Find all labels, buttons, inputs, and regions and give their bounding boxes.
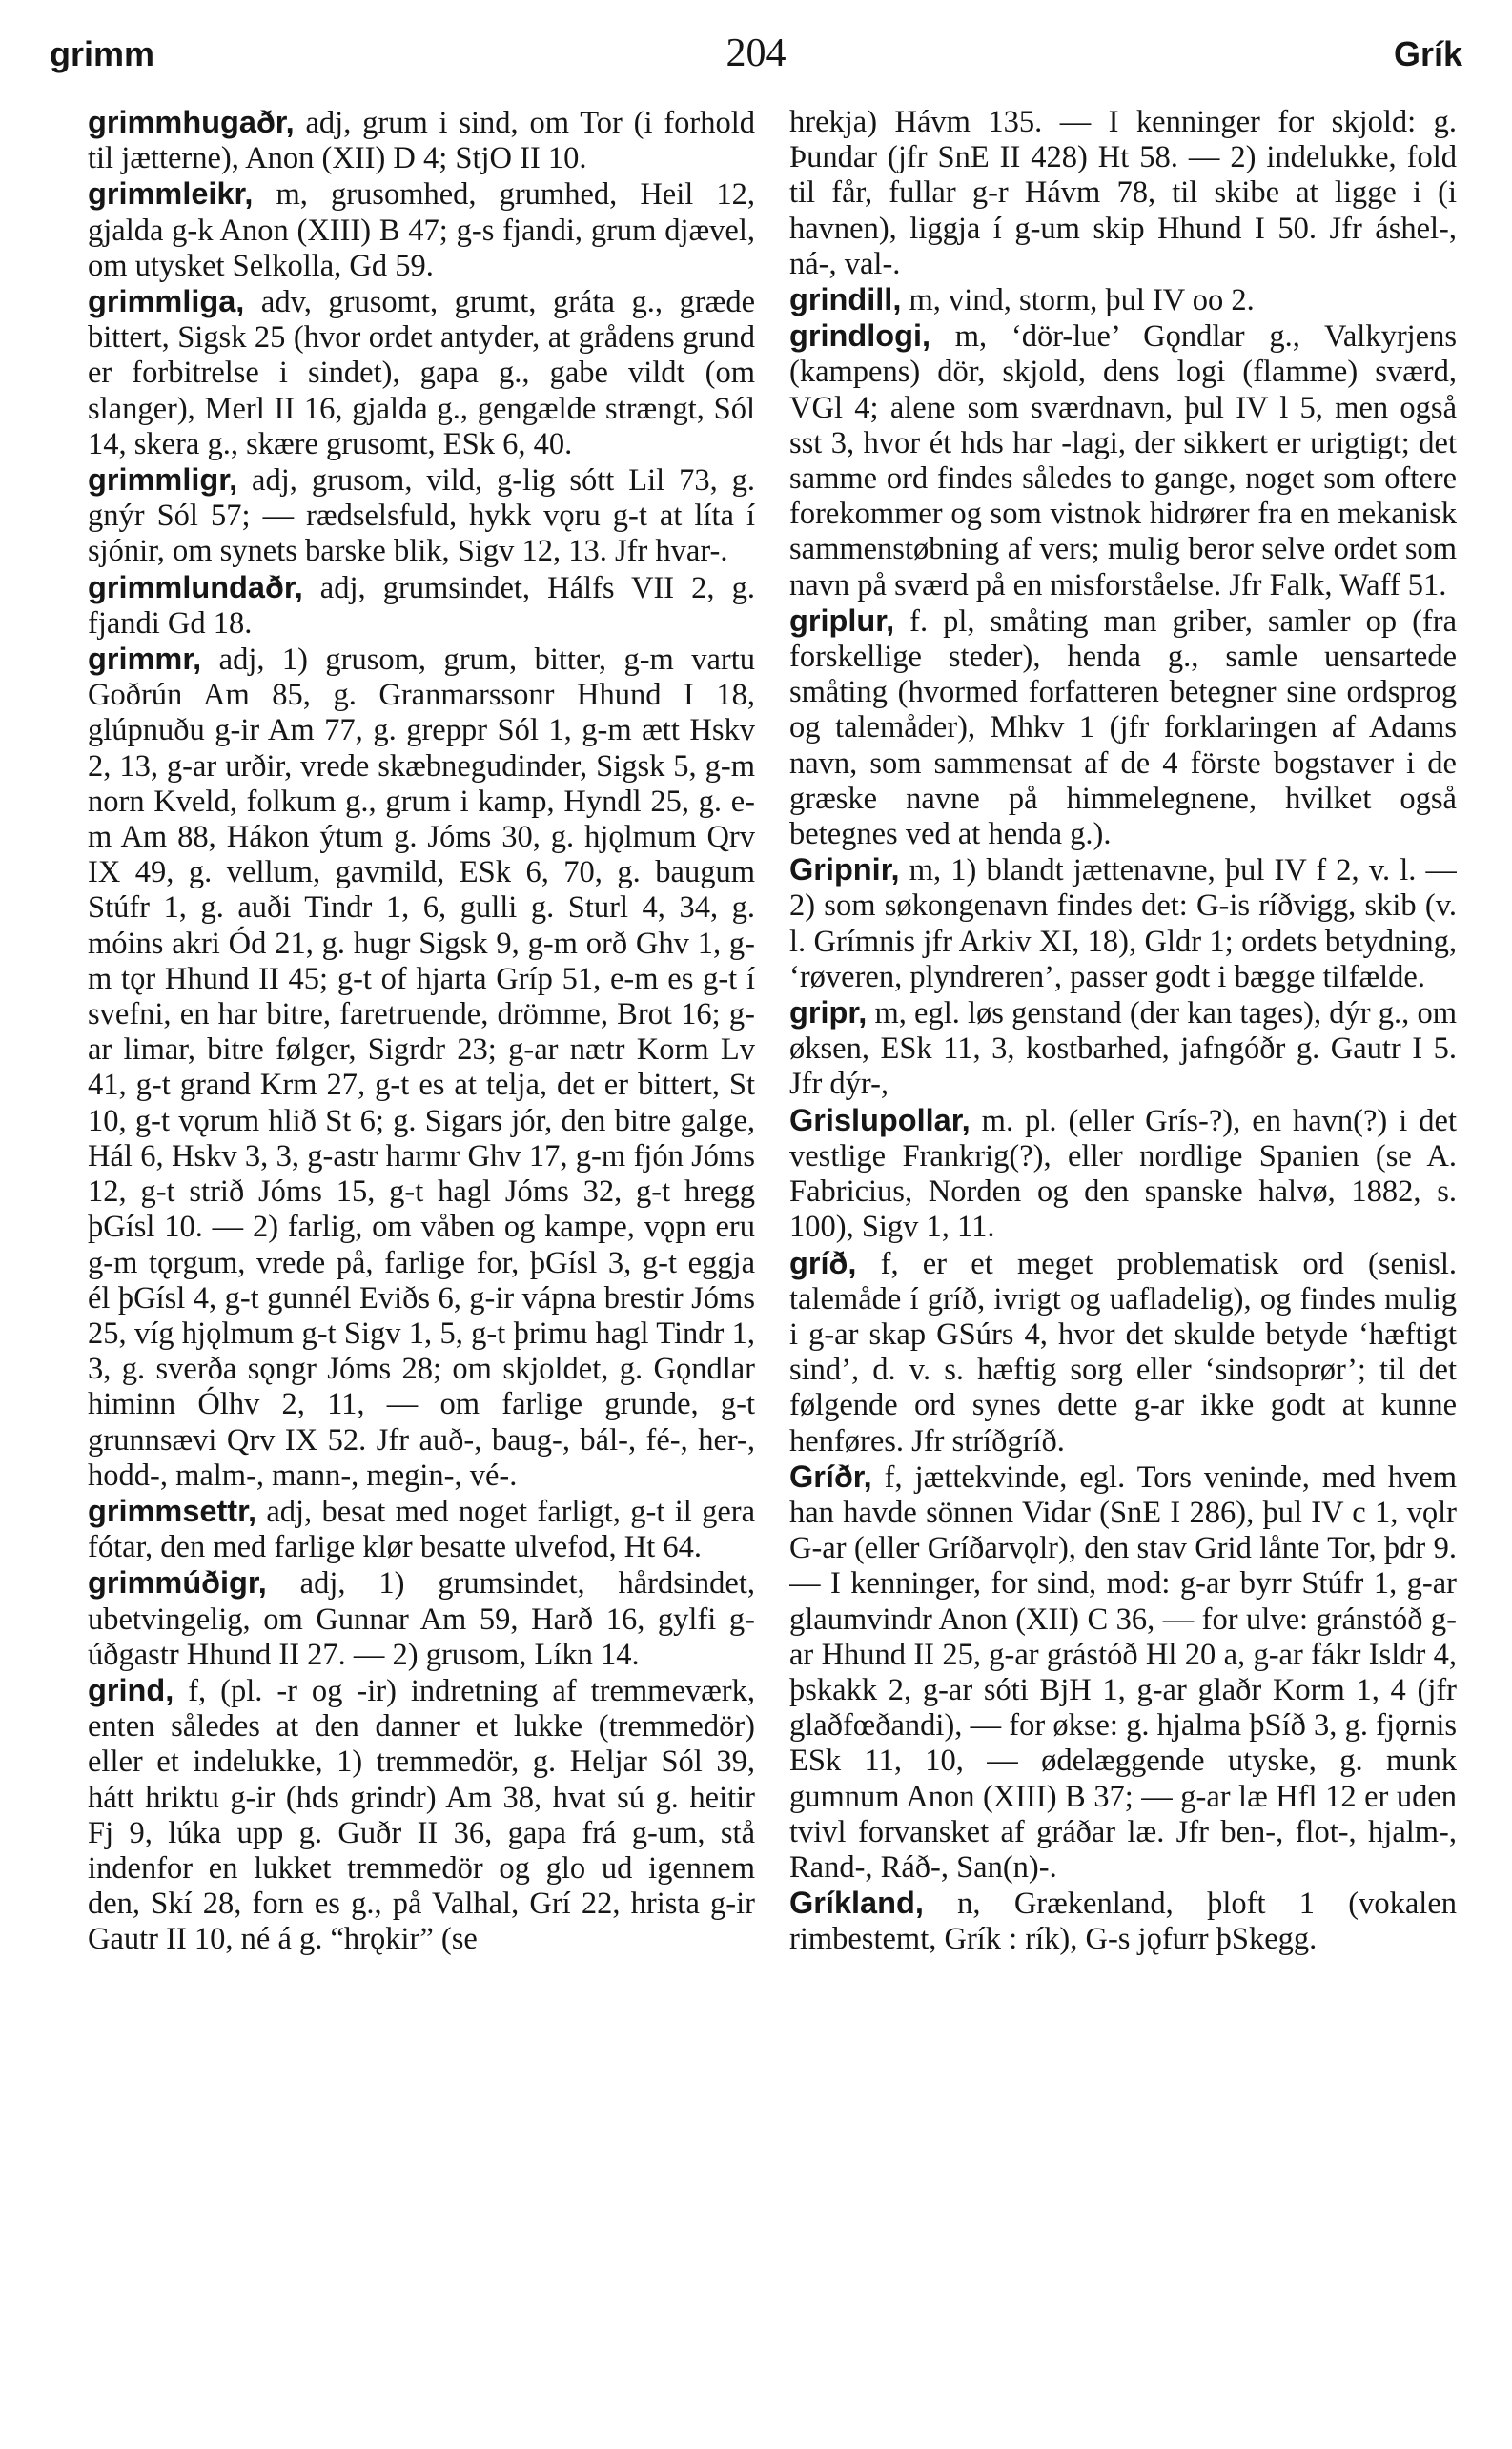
entry-text: adv, grusomt, grumt, gráta g., græde bittert, Sigsk 25 (hvor ordet antyder, at grådens grund er forbitrelse i sindet), gapa g., gabe vildt (om slanger), Merl II 16, gjalda g., gengælde strængt, Sól 14, skera g., skære grusomt, ESk 6, 40. <box>88 285 755 461</box>
dictionary-entry <box>789 1246 1457 1459</box>
dictionary-entry <box>88 284 755 462</box>
dictionary-entry <box>789 1459 1457 1886</box>
entry-text: f, (pl. -r og -ir) indretning af tremmeværk, enten således at den danner et lukke (tremmedör) eller et indelukke, 1) tremmedör, g. Heljar Sól 39, hátt hriktu g-ir (hds grindr) Am 38, hvat sú g. heitir Fj 9, lúka upp g. Guðr II 36, gapa frá g-um, stå indenfor en lukket tremmedör og glo ud igennem den, Skí 28, forn es g., på Valhal, Grí 22, hrista g-ir Gautr II 10, né á g. “hrǫkir” (se <box>88 1673 755 1957</box>
running-head-right: Grík <box>1393 34 1462 73</box>
right-column <box>789 105 1457 2421</box>
dictionary-entry <box>789 1886 1457 1957</box>
dictionary-entry <box>88 105 755 176</box>
dictionary-entry <box>789 282 1457 318</box>
entry-text: f. pl, småting man griber, samler op (fra forskellige steder), henda g., samle uensartede småting (hvormed forfatteren betegner sine ordsprog og talemåder), Mhkv 1 (jfr forklaringen af Adams navn, som sammensat af de 4 förste bogstaver i de græske navne på himmelegnene, hvilket også betegnes ved at henda g.). <box>789 603 1457 852</box>
entry-headword: gríð, <box>789 1245 857 1280</box>
entry-headword: grimmr, <box>88 642 202 677</box>
entry-text: f, er et meget problematisk ord (senisl. talemåde í gríð, ivrigt og uafladelig), og findes mulig i g-ar skap GSúrs 4, hvor det skulde betyde ‘hæftigt sind’, d. v. s. hæftig sorg eller ‘sindsoprør’; til det følgende ord synes dette g-ar ikke godt at kunne henføres. Jfr stríðgríð. <box>789 1246 1457 1459</box>
dictionary-entry <box>88 176 755 284</box>
dictionary-entry <box>88 642 755 1494</box>
entry-text: m, egl. løs genstand (der kan tages), dýr g., om øksen, ESk 11, 3, kostbarhed, jafngóðr g. Gautr I 5. Jfr dýr-, <box>789 996 1457 1102</box>
entry-headword: Gríðr, <box>789 1459 872 1494</box>
dictionary-entry-continuation <box>789 105 1457 282</box>
entry-headword: gripr, <box>789 995 868 1031</box>
dictionary-entry <box>88 1494 755 1565</box>
entry-headword: Gríkland, <box>789 1886 924 1921</box>
entry-text: n, Grækenland, þloft 1 (vokalen rimbestemt, Grík : rík), G-s jǫfurr þSkegg. <box>789 1887 1457 1957</box>
entry-headword: griplur, <box>789 602 895 638</box>
entry-headword: grimmhugaðr, <box>88 105 295 139</box>
entry-headword: grindlogi, <box>789 318 931 354</box>
entry-text: m, grusomhed, grumhed, Heil 12, gjalda g-k Anon (XIII) B 47; g-s fjandi, grum djævel, om utysket Selkolla, Gd 59. <box>88 177 755 283</box>
entry-headword: grind, <box>88 1672 174 1707</box>
entry-headword: grindill, <box>789 282 902 317</box>
entry-text: m, vind, storm, þul IV oo 2. <box>901 283 1255 318</box>
dictionary-entry <box>88 1565 755 1673</box>
page-number: 204 <box>725 31 787 75</box>
dictionary-entry <box>789 852 1457 995</box>
entry-text: adj, besat med noget farligt, g-t il gera fótar, den med farlige klør besatte ulvefod, Ht 64. <box>88 1494 755 1565</box>
entry-headword: grimmleikr, <box>88 176 254 212</box>
dictionary-entry <box>88 1673 755 1958</box>
entry-text: adj, grum i sind, om Tor (i forhold til jætterne), Anon (XII) D 4; StjO II 10. <box>88 106 755 176</box>
entry-headword: Gripnir, <box>789 852 900 888</box>
left-column <box>88 105 755 2421</box>
entry-text: adj, grusom, vild, g-lig sótt Lil 73, g. gnýr Sól 57; — rædselsfuld, hykk vǫru g-t at líta í sjónir, om synets barske blik, Sigv 12, 13. Jfr hvar-. <box>88 463 755 569</box>
dictionary-entry <box>789 318 1457 603</box>
entry-headword: grimmliga, <box>88 284 245 319</box>
entry-text: f, jættekvinde, egl. Tors veninde, med hvem han havde sönnen Vidar (SnE I 286), þul IV c 1, vǫlr G-ar (eller Gríðarvǫlr), den stav Grid lånte Tor, þdr 9. — I kenninger, for sind, mod: g-ar byrr Stúfr 1, g-ar glaumvindr Anon (XII) C 36, — for ulve: gránstóð g-ar Hhund II 25, g-ar grástóð Hl 20 a, g-ar fákr Isldr 4, þskakk 2, g-ar sóti BjH 1, g-ar glaðr Korm 1, 4 (jfr glaðfœðandi), — for økse: g. hjalma þSíð 3, g. fjǫrnis ESk 11, 10, — ødelæggende utyske, g. munk gumnum Anon (XIII) B 37; — g-ar læ Hfl 12 er uden tvivl forvansket af gráðar læ. Jfr ben-, flot-, hjalm-, Rand-, Ráð-, San(n)-. <box>789 1459 1457 1885</box>
entry-headword: grimmligr, <box>88 462 238 498</box>
entry-text: m. pl. (eller Grís-?), en havn(?) i det vestlige Frankrig(?), eller nordlige Spanien (se A. Fabricius, Norden og den spanske halvø, 1882, s. 100), Sigv 1, 11. <box>789 1103 1457 1245</box>
entry-text: adj, 1) grumsindet, hårdsindet, ubetvingelig, om Gunnar Am 59, Harð 16, gylfi g-úðgastr Hhund II 27. — 2) grusom, Líkn 14. <box>88 1566 755 1672</box>
dictionary-entry <box>789 1103 1457 1246</box>
entry-text: hrekja) Hávm 135. — I kenninger for skjold: g. Þundar (jfr SnE II 428) Ht 58. — 2) indelukke, fold til får, fullar g-r Hávm 78, til skibe at ligge i (i havnen), liggja í g-um skip Hhund I 50. Jfr áshel-, ná-, val-. <box>789 105 1457 281</box>
entry-text: m, 1) blandt jættenavne, þul IV f 2, v. l. — 2) som søkongenavn findes det: G-is ríðvigg, skib (v. l. Grímnis jfr Arkiv XI, 18), Gldr 1; ordets betydning, ‘røveren, plyndreren’, passer godt i bægge tilfælde. <box>789 853 1457 994</box>
dictionary-entry <box>88 570 755 642</box>
entry-headword: grimmúðigr, <box>88 1565 267 1601</box>
entry-headword: grimmsettr, <box>88 1493 257 1528</box>
entry-text: m, ‘dör-lue’ Gǫndlar g., Valkyrjens (kampens) dör, skjold, dens logi (flamme) sværd, VGl 4; alene som sværdnavn, þul IV l 5, men også sst 3, hvor ét hds har -lagi, der sikkert er urigtigt; det samme ord findes således to gange, noget som oftere forekommer og som vistnok hidrører fra en mekanisk sammenstøbning af vers; mulig beror selve ordet som navn på sværd på en misforståelse. Jfr Falk, Waff 51. <box>789 319 1457 602</box>
page-header <box>0 29 1512 95</box>
entry-headword: Grislupollar, <box>789 1102 971 1137</box>
dictionary-entry <box>88 462 755 570</box>
entry-text: adj, 1) grusom, grum, bitter, g-m vartu Goðrún Am 85, g. Granmarssonr Hhund I 18, glúpnuðu g-ir Am 77, g. greppr Sól 1, g-m ætt Hskv 2, 13, g-ar urðir, vrede skæbnegudinder, Sigsk 5, g-m norn Kveld, folkum g., grum i kamp, Hyndl 25, g. e-m Am 88, Hákon ýtum g. Jóms 30, g. hjǫlmum Qrv IX 49, g. vellum, gavmild, ESk 6, 70, g. baugum Stúfr 1, g. auði Tindr 1, 6, gulli g. Sturl 4, 34, g. móins akri Ód 21, g. hugr Sigsk 9, g-m orð Ghv 1, g-m tǫr Hhund II 45; g-t of hjarta Gríp 51, e-m es g-t í svefni, en har bitre, faretruende, drömme, Brot 16; g-ar limar, bitre følger, Sigrdr 23; g-ar nætr Korm Lv 41, g-t grand Krm 27, g-t es at telja, det er bittert, St 10, g-t vǫrum hlið St 6; g. Sigars jór, den bitre galge, Hál 6, Hskv 3, 3, g-astr harmr Ghv 17, g-m fjón Jóms 12, g-t strið Jóms 15, g-t hagl Jóms 32, g-t hregg þGísl 10. — 2) farlig, om våben og kampe, vǫpn eru g-m tǫrgum, vrede på, farlige for, þGísl 3, g-t eggja él þGísl 4, g-t gunnél Eviðs 6, g-ir vápna brestir Jóms 25, víg hjǫlmum g-t Sigv 1, 5, g-t þrimu hagl Tindr 1, 3, g. sverða sǫngr Jóms 28; om skjoldet, g. Gǫndlar himinn Ólhv 2, 11, — om farlige grunde, g-t grunnsævi Qrv IX 52. Jfr auð-, baug-, bál-, fé-, her-, hodd-, malm-, mann-, megin-, vé-. <box>88 643 755 1493</box>
dictionary-entry <box>789 603 1457 852</box>
running-head-left: grimm <box>50 34 155 73</box>
dictionary-entry <box>789 995 1457 1103</box>
entry-headword: grimmlundaðr, <box>88 569 303 604</box>
entry-text: adj, grumsindet, Hálfs VII 2, g. fjandi Gd 18. <box>88 570 755 641</box>
